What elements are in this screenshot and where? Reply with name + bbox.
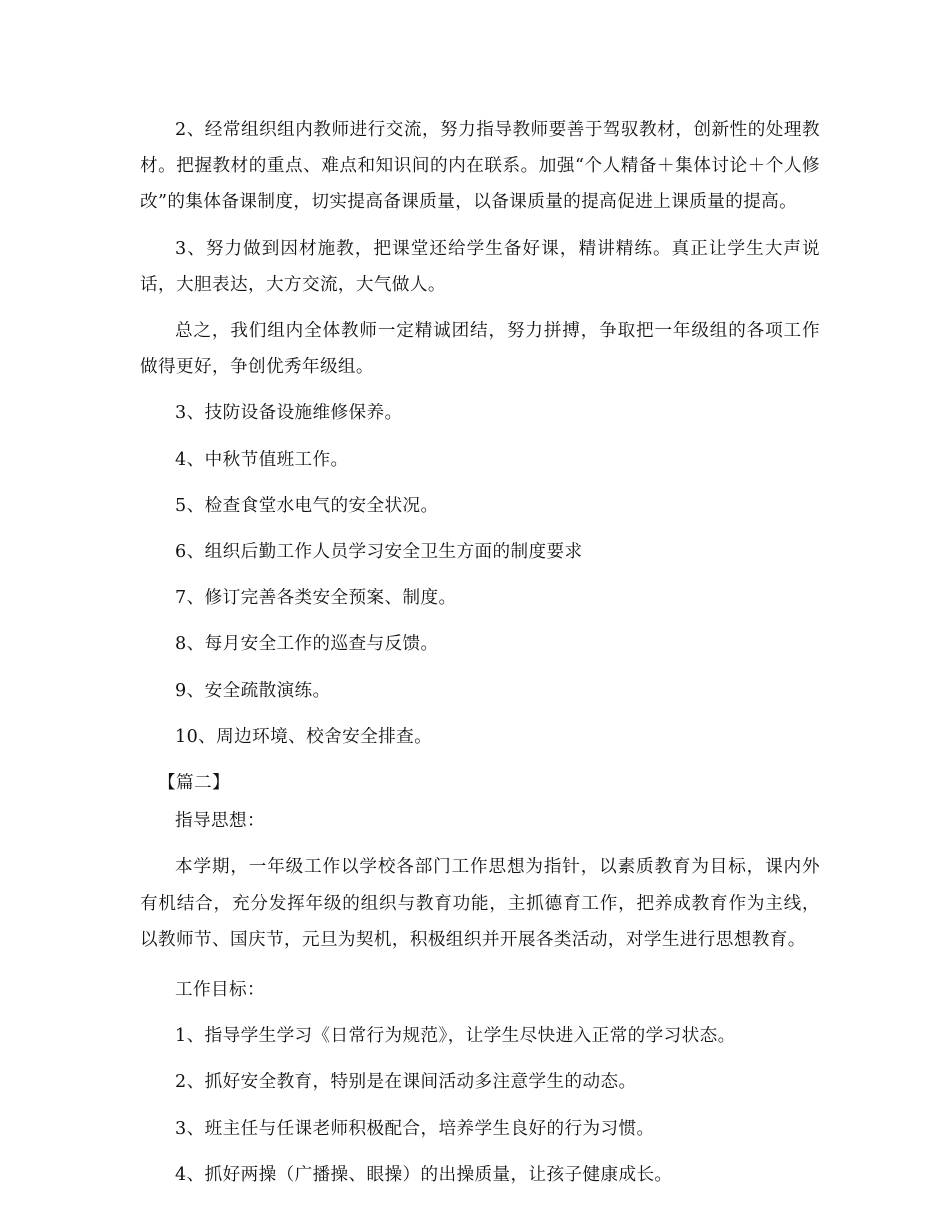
- section-heading: 【篇二】: [158, 773, 230, 794]
- paragraph-item-2: 2、经常组织组内教师进行交流，努力指导教师要善于驾驭教材，创新性的处理教材。把握教材的重点、难点和知识间的内在联系。加强“个人精备＋集体讨论＋个人修改”的集体备课制度，切实提高备课质量，以备课质量的提高促进上课质量的提高。: [140, 120, 820, 213]
- guiding-title: 指导思想：: [175, 811, 265, 832]
- safety-item-10: 10、周边环境、校舍安全排查。: [175, 726, 433, 747]
- goal-item-2: 2、抓好安全教育，特别是在课间活动多注意学生的动态。: [175, 1072, 637, 1093]
- safety-item-3: 3、技防设备设施维修保养。: [175, 403, 403, 424]
- goal-item-1: 1、指导学生学习《日常行为规范》，让学生尽快进入正常的学习状态。: [175, 1026, 736, 1047]
- goal-item-3: 3、班主任与任课老师积极配合，培养学生良好的行为习惯。: [175, 1118, 655, 1139]
- safety-item-6: 6、组织后勤工作人员学习安全卫生方面的制度要求: [175, 542, 583, 563]
- goals-title: 工作目标：: [175, 980, 265, 1001]
- safety-item-4: 4、中秋节值班工作。: [175, 449, 349, 470]
- document-page: [140, 112, 820, 1203]
- paragraph-item-3: 3、努力做到因材施教，把课堂还给学生备好课，精讲精练。真正让学生大声说话，大胆表达，大方交流，大气做人。: [140, 238, 820, 295]
- safety-item-9: 9、安全疏散演练。: [175, 680, 331, 701]
- safety-item-5: 5、检查食堂水电气的安全状况。: [175, 495, 439, 516]
- goal-item-4: 4、抓好两操（广播操、眼操）的出操质量，让孩子健康成长。: [175, 1164, 673, 1185]
- paragraph-summary: 总之，我们组内全体教师一定精诚团结，努力拼搏，争取把一年级组的各项工作做得更好，争创优秀年级组。: [140, 321, 820, 378]
- safety-item-8: 8、每月安全工作的巡查与反馈。: [175, 634, 439, 655]
- safety-item-7: 7、修订完善各类安全预案、制度。: [175, 588, 457, 609]
- guiding-text: 本学期，一年级工作以学校各部门工作思想为指针，以素质教育为目标，课内外有机结合，充分发挥年级的组织与教育功能，主抓德育工作，把养成教育作为主线，以教师节、国庆节，元旦为契机，积极组织并开展各类活动，对学生进行思想教育。: [140, 857, 820, 950]
